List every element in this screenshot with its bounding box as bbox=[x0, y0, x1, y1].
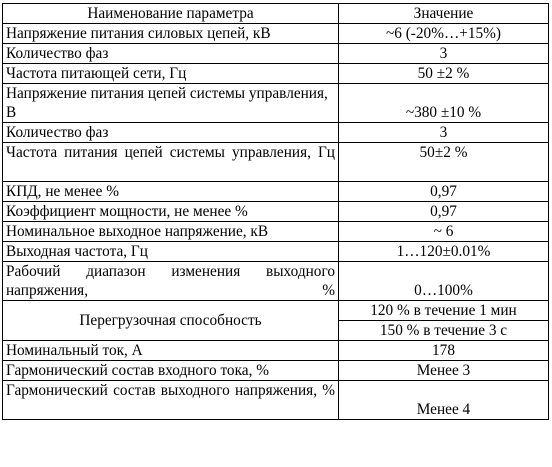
param-cell: Частота питающей сети, Гц bbox=[3, 64, 339, 84]
param-cell: Перегрузочная способность bbox=[3, 301, 339, 341]
value-cell: 0,97 bbox=[339, 182, 549, 202]
table-row-overload bbox=[3, 301, 549, 321]
value-cell: 150 % в течение 3 с bbox=[339, 321, 549, 341]
value-cell: 3 bbox=[339, 123, 549, 143]
value-cell: 3 bbox=[339, 44, 549, 64]
header-param: Наименование параметра bbox=[3, 4, 339, 24]
param-cell: Напряжение питания цепей системы управления, В bbox=[3, 84, 339, 123]
value-cell: 0,97 bbox=[339, 202, 549, 222]
header-value: Значение bbox=[339, 4, 549, 24]
param-cell: Рабочий диапазон изменения выходного напряжения, % bbox=[3, 262, 339, 301]
param-cell: Количество фаз bbox=[3, 44, 339, 64]
table-row bbox=[3, 24, 549, 44]
value-cell: 120 % в течение 1 мин bbox=[339, 301, 549, 321]
param-cell: КПД, не менее % bbox=[3, 182, 339, 202]
param-cell: Выходная частота, Гц bbox=[3, 242, 339, 262]
value-cell: Менее 4 bbox=[339, 381, 549, 420]
param-cell: Гармонический состав входного тока, % bbox=[3, 361, 339, 381]
value-cell: 50 ±2 % bbox=[339, 64, 549, 84]
table-row bbox=[3, 381, 549, 420]
table-row bbox=[3, 182, 549, 202]
value-cell: Менее 3 bbox=[339, 361, 549, 381]
value-cell: ~6 (-20%…+15%) bbox=[339, 24, 549, 44]
param-cell: Гармонический состав выходного напряжения, % bbox=[3, 381, 339, 420]
table-row bbox=[3, 84, 549, 123]
value-cell: 1…120±0.01% bbox=[339, 242, 549, 262]
table-row bbox=[3, 262, 549, 301]
table-row bbox=[3, 123, 549, 143]
table-row bbox=[3, 222, 549, 242]
value-cell: 0…100% bbox=[339, 262, 549, 301]
table-row bbox=[3, 44, 549, 64]
value-cell: 50±2 % bbox=[339, 143, 549, 182]
param-cell: Напряжение питания силовых цепей, кВ bbox=[3, 24, 339, 44]
param-cell: Номинальный ток, А bbox=[3, 341, 339, 361]
param-cell: Номинальное выходное напряжение, кВ bbox=[3, 222, 339, 242]
value-cell: 178 bbox=[339, 341, 549, 361]
param-cell: Количество фаз bbox=[3, 123, 339, 143]
value-cell: ~ 6 bbox=[339, 222, 549, 242]
param-cell: Частота питания цепей системы управления, Гц bbox=[3, 143, 339, 182]
table-row bbox=[3, 143, 549, 182]
value-cell: ~380 ±10 % bbox=[339, 84, 549, 123]
table-row bbox=[3, 341, 549, 361]
param-cell: Коэффициент мощности, не менее % bbox=[3, 202, 339, 222]
table-row bbox=[3, 64, 549, 84]
table-row bbox=[3, 361, 549, 381]
parameters-table bbox=[2, 3, 549, 420]
table-row bbox=[3, 202, 549, 222]
table-row bbox=[3, 242, 549, 262]
table-header-row bbox=[3, 4, 549, 24]
